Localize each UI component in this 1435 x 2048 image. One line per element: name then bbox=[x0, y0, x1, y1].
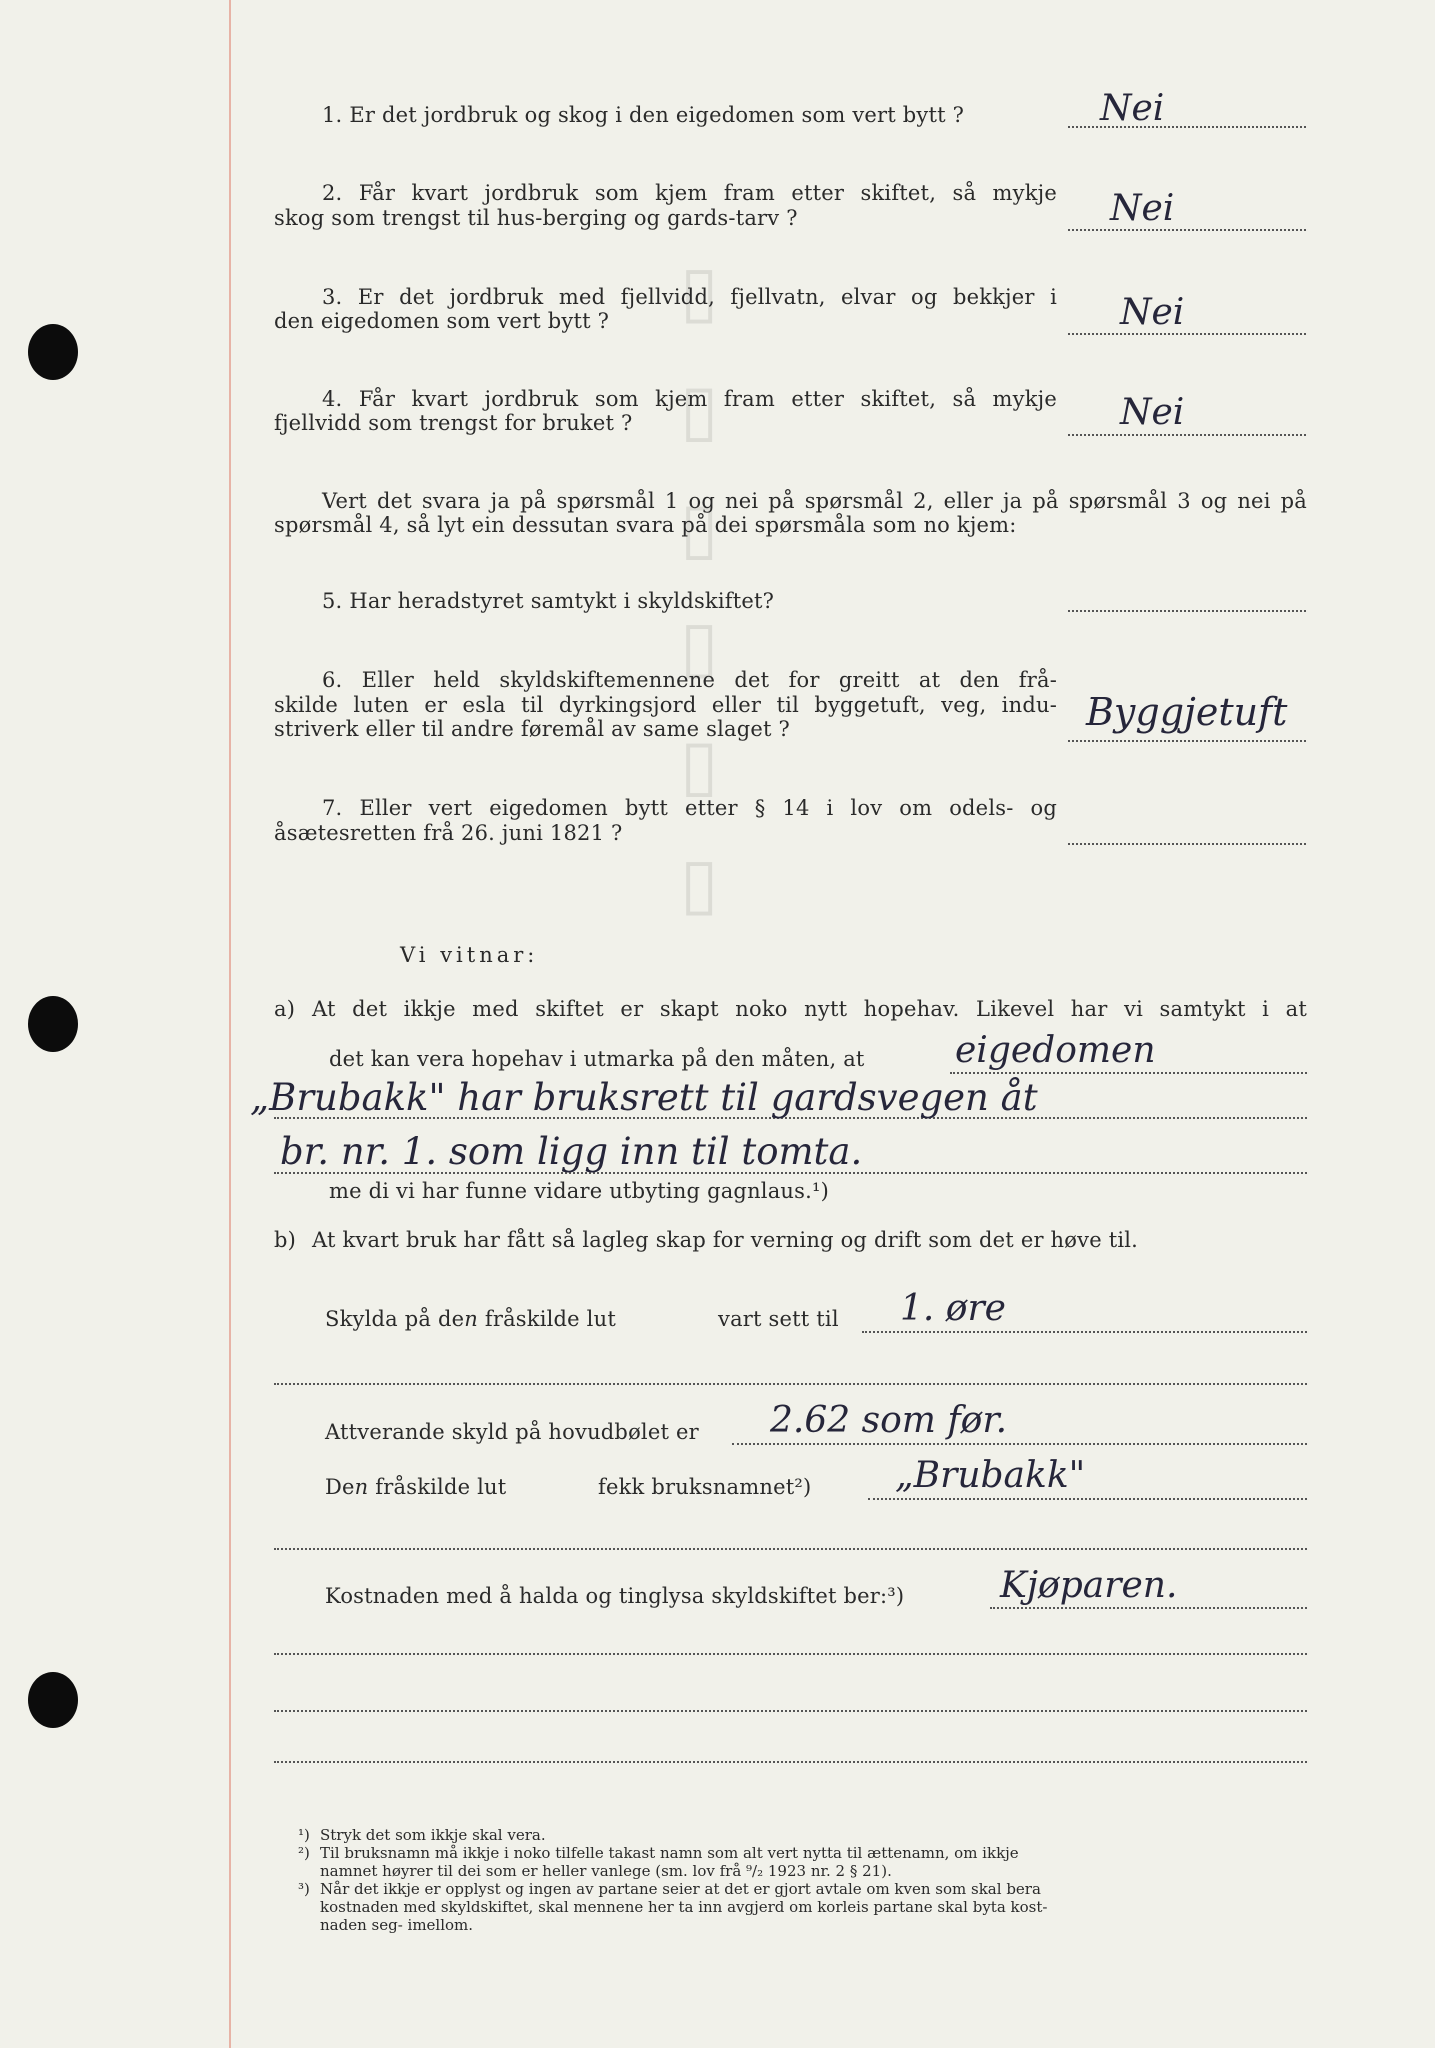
answer-line-2 bbox=[1068, 229, 1306, 231]
kostnad-label: Kostnaden med å halda og tinglysa skyldskiftet ber:³) bbox=[325, 1584, 905, 1608]
footnote-3-cont1: kostnaden med skyldskiftet, skal mennene her ta inn avgjerd om korleis partane skal byta kost- bbox=[320, 1898, 1048, 1916]
answer-4-handwritten: Nei bbox=[1120, 392, 1185, 433]
conditional-note-line2: spørsmål 4, så lyt ein dessutan svara på dei spørsmåla som no kjem: bbox=[274, 513, 1017, 537]
question-6-line2: skilde luten er esla til dyrkingsjord eller til byggetuft, veg, indu- bbox=[274, 693, 1057, 717]
kostnad-extra-line3 bbox=[274, 1761, 1307, 1763]
answer-line-7 bbox=[1068, 843, 1306, 845]
section-a-handwritten-3: br. nr. 1. som ligg inn til tomta. bbox=[280, 1130, 863, 1173]
punch-hole bbox=[28, 996, 78, 1052]
question-3-line1: 3. Er det jordbruk med fjellvidd, fjellvatn, elvar og bekkjer i bbox=[322, 285, 1057, 309]
question-7-line1: 7. Eller vert eigedomen bytt etter § 14 i lov om odels- og bbox=[322, 796, 1057, 820]
section-a-handwritten-1: eigedomen bbox=[955, 1030, 1156, 1071]
red-margin-line bbox=[229, 0, 231, 2048]
skylda-fill-line bbox=[862, 1331, 1307, 1333]
conditional-note-line1: Vert det svara ja på spørsmål 1 og nei på spørsmål 2, eller ja på spørsmål 3 og nei på bbox=[322, 489, 1307, 513]
witness-heading: Vi vitnar: bbox=[400, 943, 539, 967]
kostnad-fill-line bbox=[990, 1607, 1307, 1609]
answer-line-4 bbox=[1068, 434, 1306, 436]
section-a-line1: At det ikkje med skiftet er skapt noko nytt hopehav. Likevel har vi samtykt i at bbox=[312, 997, 1307, 1021]
answer-3-handwritten: Nei bbox=[1120, 292, 1185, 333]
question-3-line2: den eigedomen som vert bytt ? bbox=[274, 309, 610, 333]
kostnad-value-handwritten: Kjøparen. bbox=[1000, 1565, 1178, 1606]
section-b-label: b) bbox=[274, 1228, 297, 1252]
answer-line-5 bbox=[1068, 610, 1306, 612]
question-5: 5. Har heradstyret samtykt i skyldskiftet? bbox=[322, 589, 775, 613]
skylda-label: Skylda på den fråskilde lut bbox=[325, 1307, 616, 1331]
section-a-closing: me di vi har funne vidare utbyting gagnlaus.¹) bbox=[329, 1179, 830, 1203]
question-1: 1. Er det jordbruk og skog i den eigedomen som vert bytt ? bbox=[322, 103, 965, 127]
attverande-value-handwritten: 2.62 som før. bbox=[770, 1400, 1008, 1441]
answer-1-handwritten: Nei bbox=[1100, 88, 1165, 129]
bruksnamn-fill-line bbox=[868, 1498, 1307, 1500]
footnote-2: ²) Til bruksnamn må ikkje i noko tilfelle takast namn som alt vert nytta til ættenamn, om ikkje bbox=[298, 1844, 1019, 1862]
section-a-line2: det kan vera hopehav i utmarka på den måten, at bbox=[329, 1047, 865, 1071]
section-a-label: a) bbox=[274, 997, 296, 1021]
footnote-3: ³) Når det ikkje er opplyst og ingen av partane seier at det er gjort avtale om kven som skal bera bbox=[298, 1880, 1041, 1898]
attverande-fill-line bbox=[732, 1443, 1307, 1445]
question-2-line2: skog som trengst til hus-berging og gards-tarv ? bbox=[274, 206, 798, 230]
answer-line-3 bbox=[1068, 333, 1306, 335]
answer-line-6 bbox=[1068, 740, 1306, 742]
skylda-value-handwritten: 1. øre bbox=[900, 1288, 1006, 1329]
section-b-text: At kvart bruk har fått så lagleg skap for verning og drift som det er høve til. bbox=[312, 1228, 1139, 1252]
question-4-line2: fjellvidd som trengst for bruket ? bbox=[274, 411, 633, 435]
answer-6-handwritten: Byggjetuft bbox=[1086, 690, 1288, 734]
kostnad-extra-line2 bbox=[274, 1710, 1307, 1712]
bruksnamn-extra-line bbox=[274, 1548, 1307, 1550]
answer-2-handwritten: Nei bbox=[1110, 188, 1175, 229]
section-a-fill-line1 bbox=[950, 1072, 1307, 1074]
bruksnamn-value-handwritten: „Brubakk" bbox=[895, 1455, 1086, 1496]
question-6-line3: striverk eller til andre føremål av same slaget ? bbox=[274, 717, 791, 741]
attverande-label: Attverande skyld på hovudbølet er bbox=[325, 1420, 699, 1444]
bruksnamn-label2: fekk bruksnamnet²) bbox=[598, 1475, 812, 1499]
question-6-line1: 6. Eller held skyldskiftemennene det for greitt at den frå- bbox=[322, 668, 1057, 692]
section-a-handwritten-2: „Brubakk" har bruksrett til gardsvegen åt bbox=[250, 1076, 1038, 1119]
question-7-line2: åsætesretten frå 26. juni 1821 ? bbox=[274, 821, 623, 845]
skylda-label2: vart sett til bbox=[718, 1307, 839, 1331]
question-2-line1: 2. Får kvart jordbruk som kjem fram etter skiftet, så mykje bbox=[322, 181, 1057, 205]
question-4-line1: 4. Får kvart jordbruk som kjem fram etter skiftet, så mykje bbox=[322, 387, 1057, 411]
skylda-extra-line bbox=[274, 1383, 1307, 1385]
bruksnamn-label: Den fråskilde lut bbox=[325, 1475, 507, 1499]
footnote-3-cont2: naden seg- imellom. bbox=[320, 1916, 474, 1934]
punch-hole bbox=[28, 324, 78, 380]
footnote-2-cont: namnet høyrer til dei som er heller vanlege (sm. lov frå ⁹/₂ 1923 nr. 2 § 21). bbox=[320, 1862, 892, 1880]
kostnad-extra-line1 bbox=[274, 1653, 1307, 1655]
footnote-1: ¹) Stryk det som ikkje skal vera. bbox=[298, 1826, 546, 1844]
punch-hole bbox=[28, 1672, 78, 1728]
watermark-stamp: ▯ ▯ ▯ ▯ ▯ ▯ bbox=[658, 250, 740, 930]
